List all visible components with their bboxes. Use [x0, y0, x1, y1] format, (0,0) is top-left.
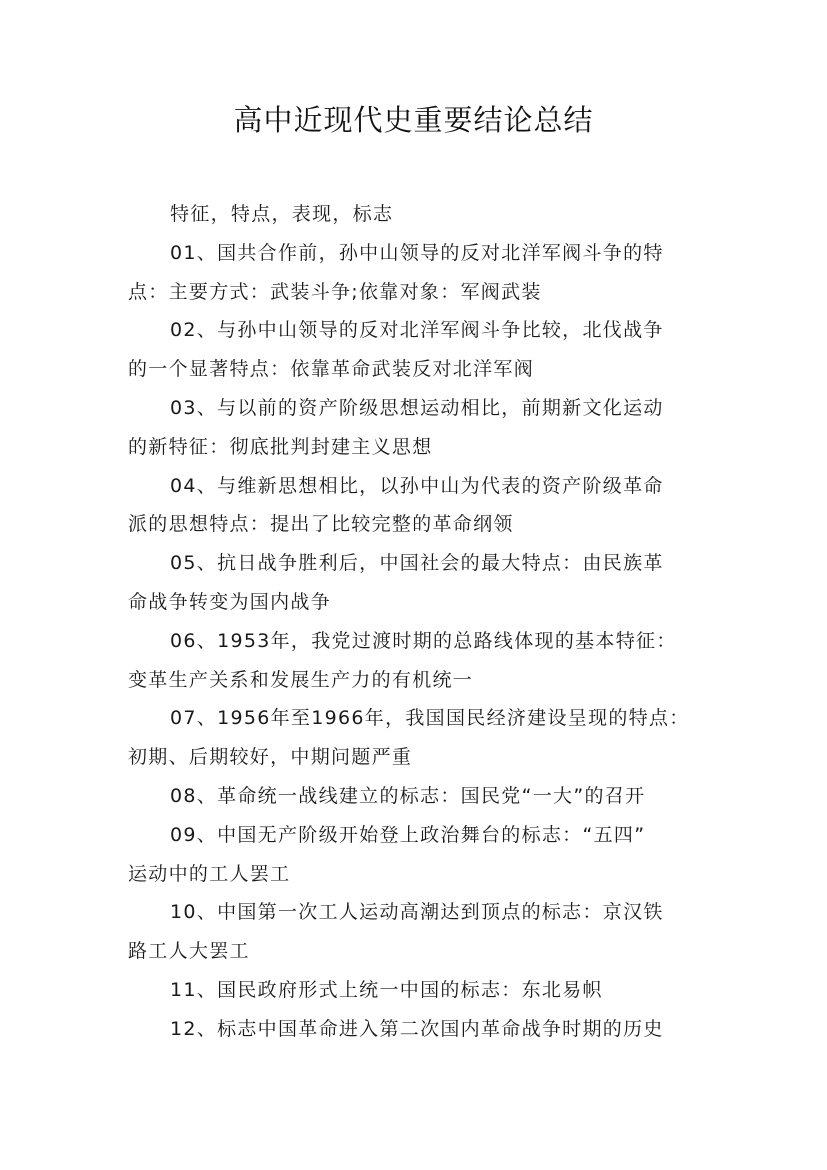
text-line: 08、革命统一战线建立的标志：国民党“一大”的召开	[170, 784, 646, 807]
text-line: 变革生产关系和发展生产力的有机统一	[128, 668, 474, 691]
text-line: 10、中国第一次工人运动高潮达到顶点的标志：京汉铁	[170, 901, 664, 924]
text-line: 命战争转变为国内战争	[128, 590, 332, 613]
text-line: 的一个显著特点：依靠革命武装反对北洋军阀	[128, 358, 535, 381]
text-line: 12、标志中国革命进入第二次国内革命战争时期的历史	[170, 1017, 664, 1040]
text-line: 派的思想特点：提出了比较完整的革命纲领	[128, 513, 514, 536]
text-line: 01、国共合作前，孙中山领导的反对北洋军阀斗争的特	[170, 241, 664, 264]
text-line: 07、1956年至1966年，我国国民经济建设呈现的特点：	[170, 707, 690, 730]
text-line: 02、与孙中山领导的反对北洋军阀斗争比较，北伐战争	[170, 319, 664, 342]
text-line: 初期、后期较好，中期问题严重	[128, 746, 413, 769]
text-line: 路工人大罢工	[128, 940, 250, 963]
text-line: 06、1953年，我党过渡时期的总路线体现的基本特征：	[170, 629, 677, 652]
text-line: 05、抗日战争胜利后，中国社会的最大特点：由民族革	[170, 552, 664, 575]
document-title: 高中近现代史重要结论总结	[233, 103, 594, 137]
text-line: 04、与维新思想相比，以孙中山为代表的资产阶级革命	[170, 474, 664, 497]
text-line: 点：主要方式：武装斗争;依靠对象：军阀武装	[128, 280, 542, 303]
text-line: 03、与以前的资产阶级思想运动相比，前期新文化运动	[170, 396, 664, 419]
document-body	[128, 195, 710, 1049]
text-line: 的新特征：彻底批判封建主义思想	[128, 435, 433, 458]
text-line: 特征，特点，表现，标志	[170, 203, 394, 225]
text-line: 运动中的工人罢工	[128, 862, 291, 885]
text-line: 11、国民政府形式上统一中国的标志：东北易帜	[170, 978, 603, 1001]
text-line: 09、中国无产阶级开始登上政治舞台的标志：“五四”	[170, 823, 646, 846]
